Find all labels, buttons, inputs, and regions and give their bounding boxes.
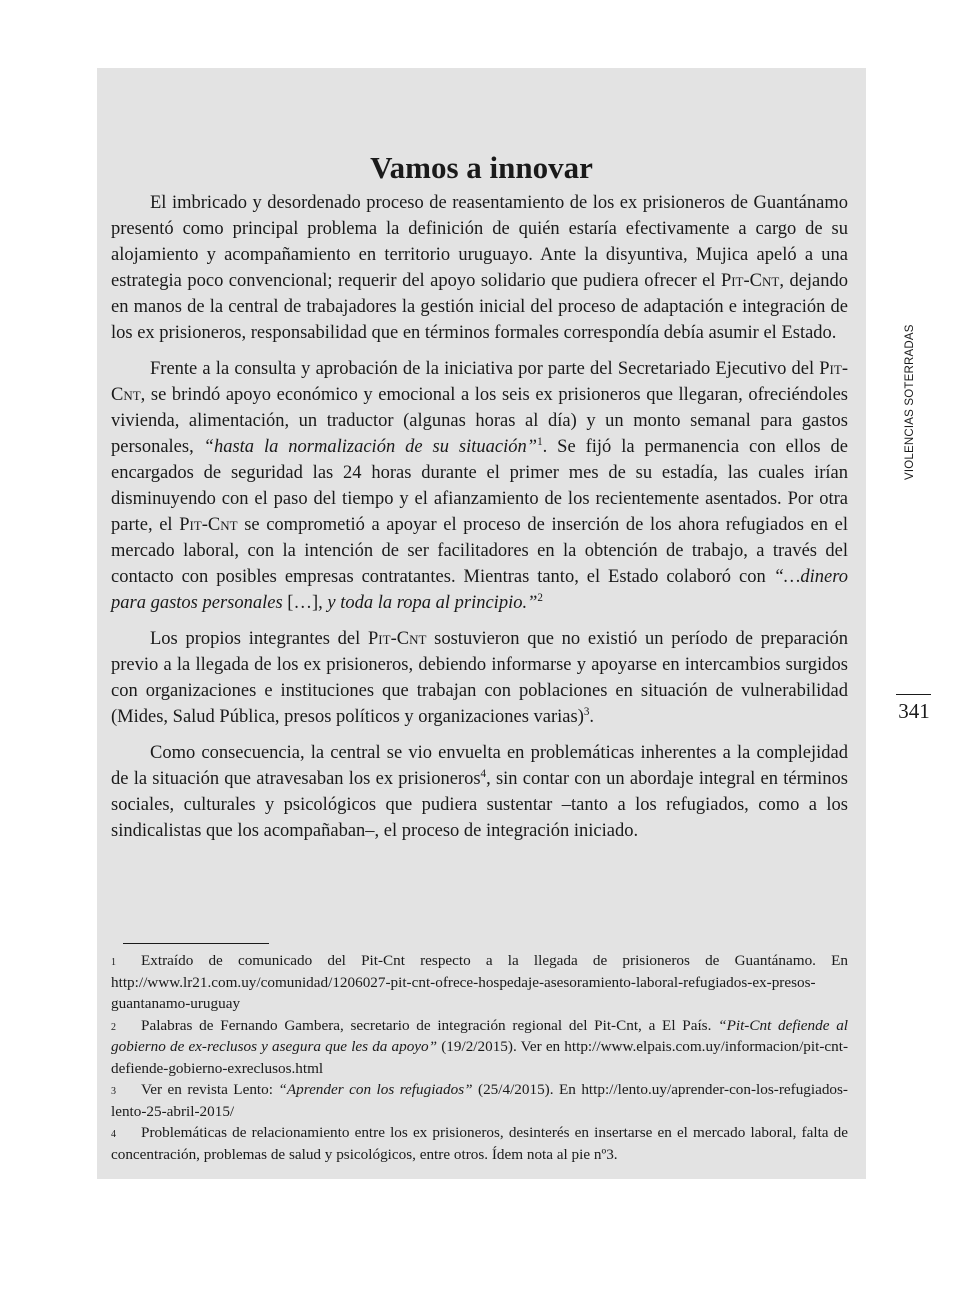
footnote-1 bbox=[111, 950, 848, 1015]
footnote-4 bbox=[111, 1122, 848, 1165]
footnote-text: (19/2/2015). Ver en http://www.elpais.com.uy/informacion/pit-cnt-defiende-gobierno-exreclusos.html bbox=[111, 1038, 849, 1077]
footnote-text: Palabras de Fernando Gambera, secretario de integración regional del Pit-Cnt, a El País. bbox=[141, 1016, 719, 1034]
text-segment: sostuvieron que no existió un período de preparación previo a la llegada de los ex prisioneros, debiendo informarse y apoyarse en intercambios surgidos con organizaciones e instituciones que trabajan con poblaciones en situación de vulnerabilidad (Mides, Salud Pública, presos políticos y organizaciones varias) bbox=[111, 629, 849, 727]
text-segment: Como consecuencia, la central se vio envuelta en problemáticas inherentes a la complejidad de la situación que atravesaban los ex prisioneros bbox=[111, 743, 848, 789]
running-section-title: VIOLENCIAS SOTERRADAS bbox=[904, 324, 916, 480]
footnote-number: 4 bbox=[111, 1129, 116, 1140]
text-segment: Los propios integrantes del bbox=[150, 629, 369, 649]
footnote-ref[interactable]: 2 bbox=[537, 591, 543, 604]
footnote-2 bbox=[111, 1015, 848, 1080]
org-name: Pit-Cnt bbox=[368, 629, 427, 649]
text-segment: El imbricado y desordenado proceso de reasentamiento de los ex prisioneros de Guantánamo presentó como principal problema la definición de quién estaría efectivamente a cargo de su alojamiento y acompañamiento en territorio uruguayo. Ante la disyuntiva, Mujica apeló a una estrategia poco convencional; requerir del apoyo solidario que pudiera ofrecer el bbox=[111, 193, 848, 291]
body-text bbox=[111, 190, 848, 854]
paragraph-1 bbox=[111, 190, 848, 346]
footnote-text: Ver en revista Lento: bbox=[141, 1081, 279, 1098]
footnote-title: “Aprender con los refugiados” bbox=[278, 1081, 473, 1098]
page-number-rule bbox=[896, 694, 931, 695]
footnote-3 bbox=[111, 1079, 848, 1122]
org-name: Pit-Cnt bbox=[720, 271, 780, 291]
footnote-ref[interactable]: 3 bbox=[583, 705, 590, 718]
org-name: Pit-Cnt bbox=[111, 359, 848, 405]
text-segment: , se brindó apoyo económico y emocional a los seis ex prisioneros que llegaran, ofreciéndoles vivienda, alimentación, un traductor (algunas horas al día) y un monto semanal para gastos personales, bbox=[111, 385, 848, 457]
ellipsis: […] bbox=[287, 593, 319, 613]
footnote-ref[interactable]: 4 bbox=[480, 767, 487, 780]
text-segment: , sin contar con un abordaje integral en términos sociales, culturales y psicológicos que pudiera sustentar –tanto a los refugiados, como a los sindicalistas que los acompañaban–, el proceso de integración iniciado. bbox=[111, 769, 848, 841]
footnote-title: “Pit-Cnt defiende al gobierno de ex-reclusos y asegura que les da apoyo” bbox=[111, 1016, 849, 1055]
footnote-number: 3 bbox=[111, 1086, 116, 1097]
text-segment: se comprometió a apoyar el proceso de inserción de los ahora refugiados en el mercado laboral, con la intención de ser facilitadores en la obtención de trabajo, a través del contacto con posibles empresas contratantes. Mientras tanto, el Estado colaboró con bbox=[111, 515, 848, 587]
paragraph-4 bbox=[111, 740, 848, 844]
page-title: Vamos a innovar bbox=[370, 150, 593, 185]
content-panel bbox=[97, 68, 866, 1179]
footnote-text: Problemáticas de relacionamiento entre los ex prisioneros, desinterés en insertarse en el mercado laboral, falta de concentración, problemas de salud y psicológicos, entre otros. Ídem nota al pie nº3. bbox=[111, 1124, 848, 1163]
footnote-ref[interactable]: 1 bbox=[537, 435, 543, 448]
footnote-divider bbox=[123, 943, 269, 944]
text-segment: . bbox=[589, 707, 595, 727]
text-segment: Frente a la consulta y aprobación de la iniciativa por parte del Secretariado Ejecutivo del bbox=[150, 359, 820, 379]
page-number: 341 bbox=[898, 699, 930, 723]
paragraph-2 bbox=[111, 356, 848, 616]
footnotes bbox=[111, 950, 848, 1165]
quote: , y toda la ropa al principio.” bbox=[318, 593, 538, 613]
footnote-text: Extraído de comunicado del Pit-Cnt respecto a la llegada de prisioneros de Guantánamo. En http://www.lr21.com.uy/comunidad/1206027-pit-cnt-ofrece-hospedaje-asesoramiento-laboral-refugiados-ex-presos-guantanamo-uruguay bbox=[111, 952, 848, 1012]
quote: “…dinero para gastos personales bbox=[111, 567, 848, 613]
footnote-text: (25/4/2015). En http://lento.uy/aprender-con-los-refugiados-lento-25-abril-2015/ bbox=[111, 1081, 848, 1120]
footnote-number: 1 bbox=[111, 957, 116, 968]
text-segment: , dejando en manos de la central de trabajadores la gestión inicial del proceso de adaptación e integración de los ex prisioneros, responsabilidad que en términos formales correspondía debía asumir el Estado. bbox=[111, 271, 848, 343]
paragraph-3 bbox=[111, 626, 848, 730]
text-segment: . Se fijó la permanencia con ellos de encargados de seguridad las 24 horas durante el primer mes de su estadía, las cuales irían disminuyendo con el paso del tiempo y el afianzamiento de los recientemente asentados. Por otra parte, el bbox=[111, 437, 848, 535]
footnote-number: 2 bbox=[111, 1021, 116, 1033]
org-name: Pit-Cnt bbox=[179, 515, 238, 535]
quote: “hasta la normalización de su situación” bbox=[203, 437, 538, 457]
